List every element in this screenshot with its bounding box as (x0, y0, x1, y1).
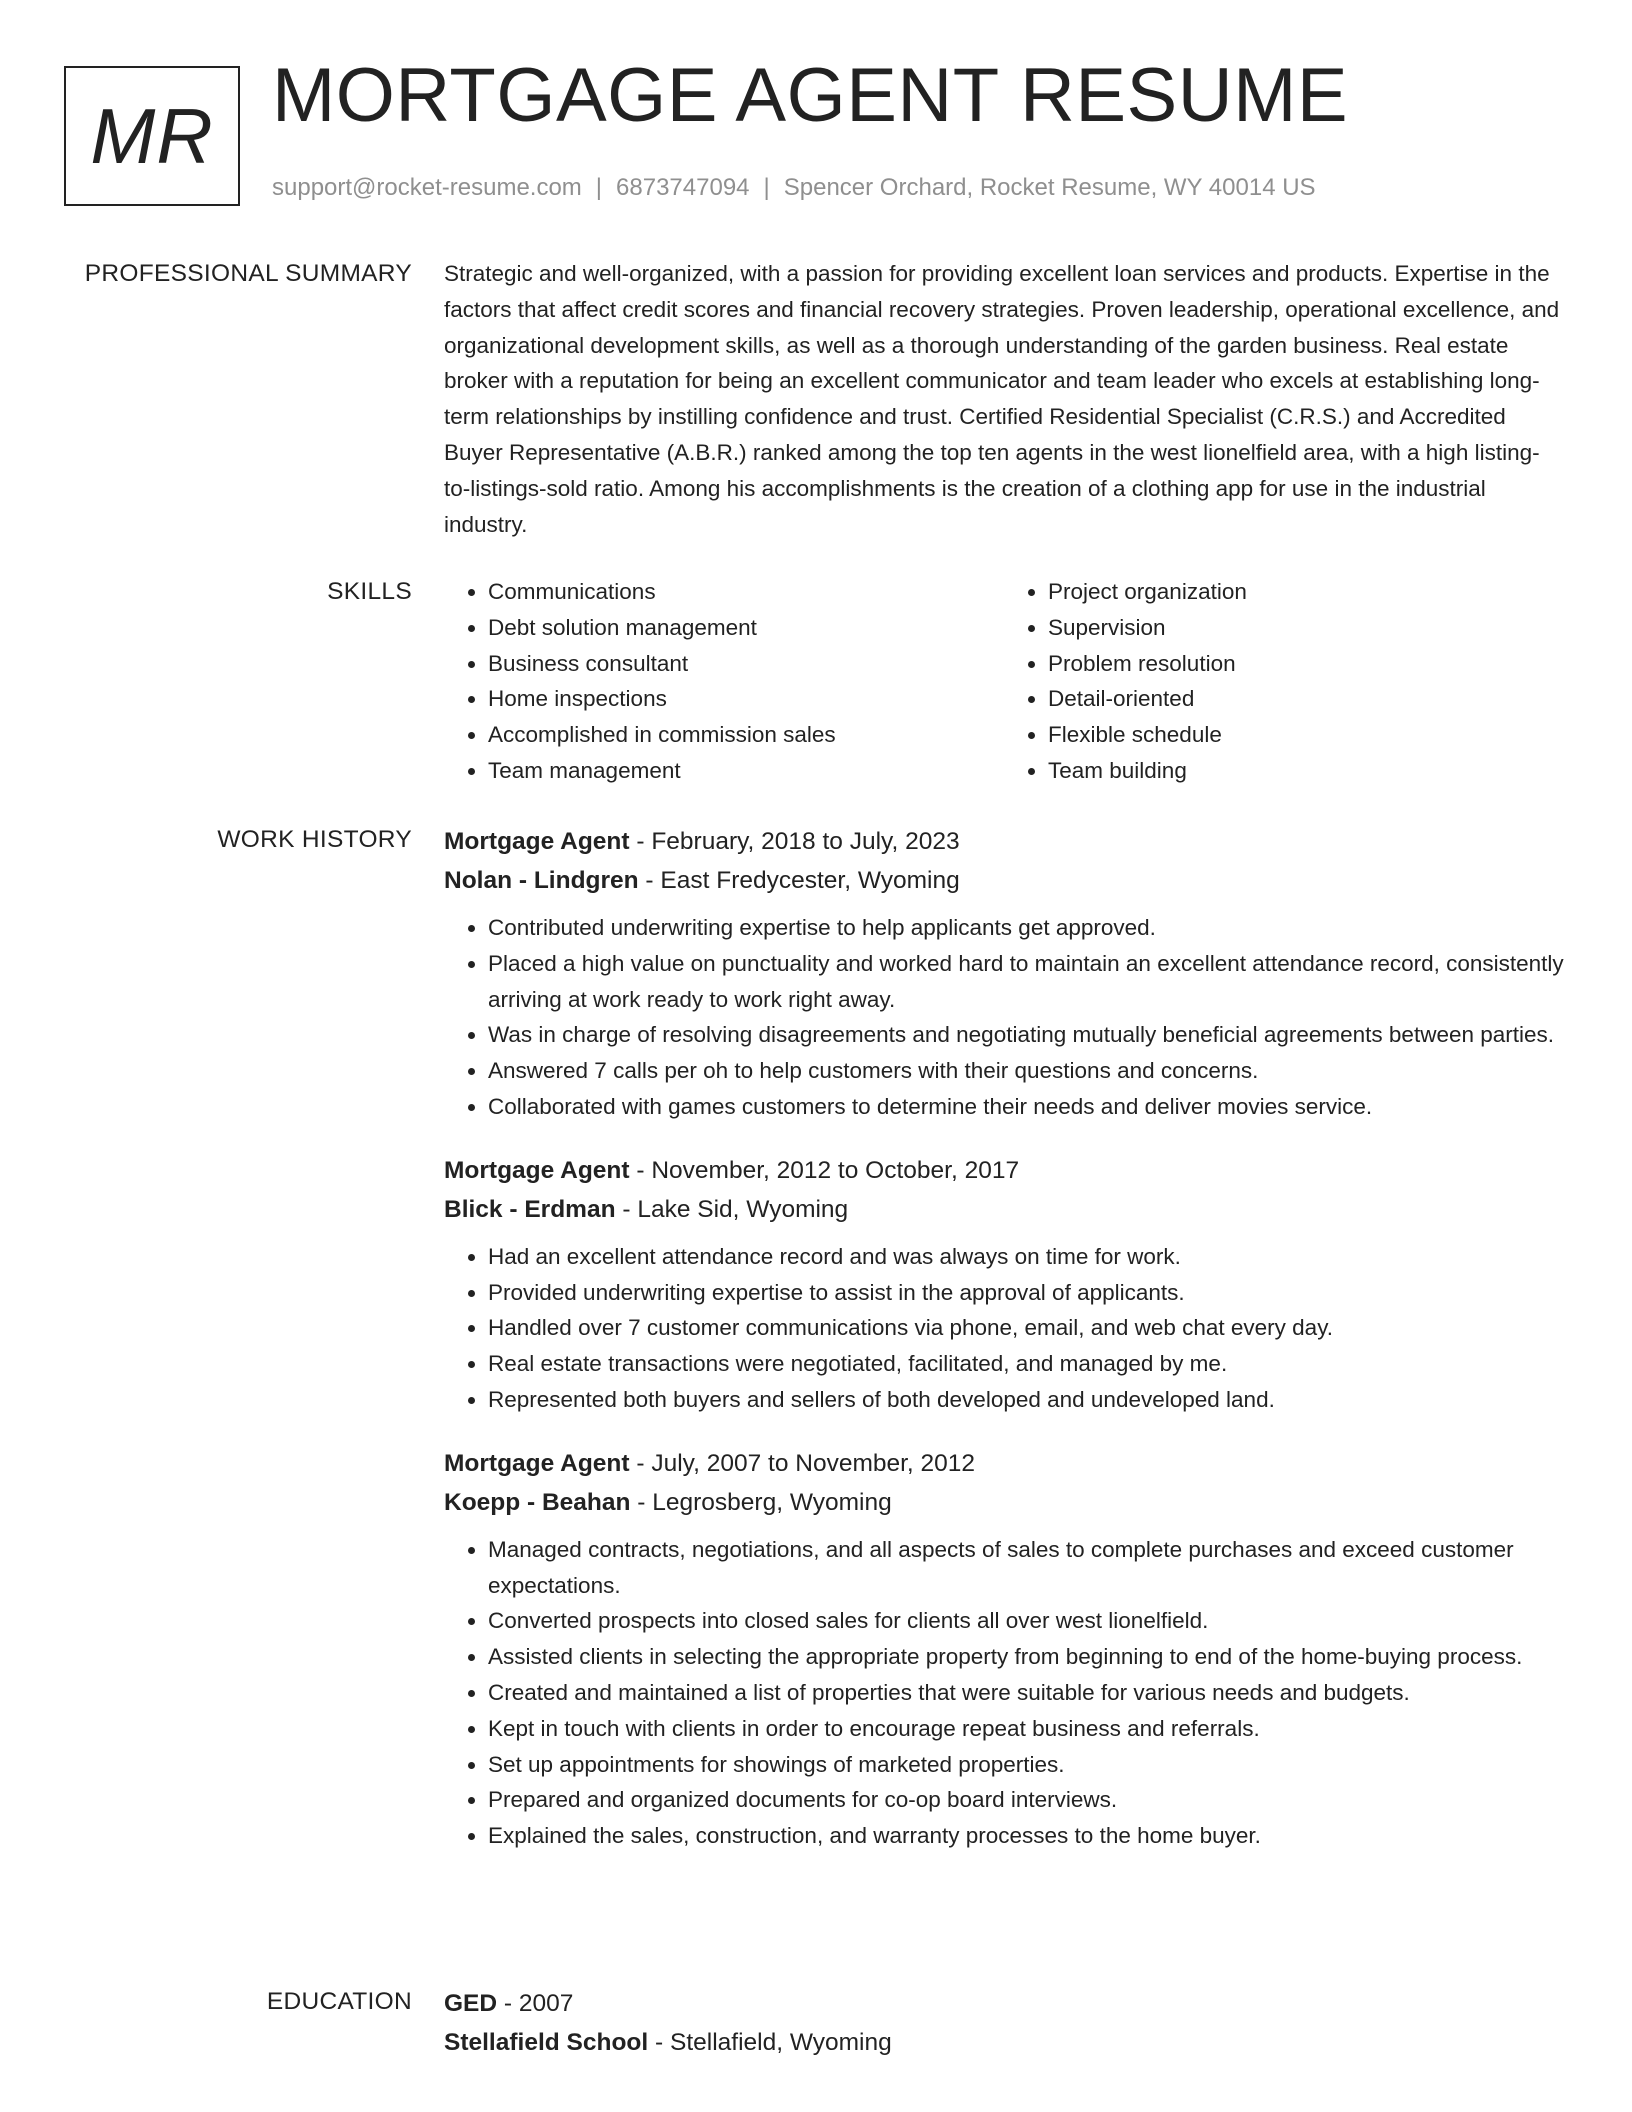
skills-list-left (444, 574, 1004, 789)
skill-item: • Problem resolution (1048, 646, 1564, 682)
job-entry (444, 1444, 1564, 1854)
job-title: Mortgage Agent (444, 1156, 630, 1184)
job-location: - Legrosberg, Wyoming (630, 1488, 892, 1516)
job-bullet: • Was in charge of resolving disagreements and negotiating mutually beneficial agreements between parties. (488, 1017, 1564, 1053)
job-bullet: • Created and maintained a list of properties that were suitable for various needs and budgets. (488, 1675, 1564, 1711)
skill-item: • Business consultant (488, 646, 1004, 682)
job-bullet: • Converted prospects into closed sales for clients all over west lionelfield. (488, 1603, 1564, 1639)
section-label-work-history: WORK HISTORY (217, 826, 412, 853)
job-bullet: • Assisted clients in selecting the appropriate property from beginning to end of the home-buying process. (488, 1639, 1564, 1675)
contact-separator: | (763, 174, 770, 201)
monogram-box (64, 66, 240, 206)
education-year: - 2007 (497, 1990, 574, 2017)
education-school: Stellafield School (444, 2029, 649, 2056)
skill-item: • Team building (1048, 753, 1564, 789)
skills-body (444, 574, 1564, 789)
contact-address: Spencer Orchard, Rocket Resume, WY 40014 US (783, 174, 1316, 201)
skill-item: • Detail-oriented (1048, 681, 1564, 717)
job-bullet: • Placed a high value on punctuality and worked hard to maintain an excellent attendance record, consistently arriving at work ready to work right away. (488, 946, 1564, 1018)
skill-item: • Debt solution management (488, 610, 1004, 646)
skill-item: • Home inspections (488, 681, 1004, 717)
job-bullet: • Real estate transactions were negotiated, facilitated, and managed by me. (488, 1346, 1564, 1382)
contact-email[interactable]: support@rocket-resume.com (272, 174, 582, 201)
job-company-line (444, 1483, 1564, 1522)
job-bullet: • Had an excellent attendance record and was always on time for work. (488, 1239, 1564, 1275)
education-degree: GED (444, 1990, 498, 2017)
job-bullet-list (444, 910, 1564, 1125)
education-location: - Stellafield, Wyoming (648, 2029, 892, 2056)
skill-item: • Flexible schedule (1048, 717, 1564, 753)
contact-line (272, 174, 1316, 202)
job-bullet-list (444, 1239, 1564, 1418)
job-bullet: • Kept in touch with clients in order to encourage repeat business and referrals. (488, 1711, 1564, 1747)
job-bullet: • Collaborated with games customers to determine their needs and deliver movies service. (488, 1089, 1564, 1125)
skill-item: • Project organization (1048, 574, 1564, 610)
job-dates: - February, 2018 to July, 2023 (629, 828, 960, 855)
monogram-initials: MR (90, 91, 214, 180)
job-entry (444, 822, 1564, 1125)
job-company: Nolan - Lindgren (444, 867, 639, 894)
job-company-line (444, 861, 1564, 900)
skill-item: • Supervision (1048, 610, 1564, 646)
job-location: - Lake Sid, Wyoming (615, 1195, 849, 1223)
section-label-skills: SKILLS (327, 578, 412, 605)
job-title-line (444, 1151, 1564, 1190)
skills-list-right (1004, 574, 1564, 789)
skill-item: • Accomplished in commission sales (488, 717, 1004, 753)
job-title: Mortgage Agent (444, 1449, 630, 1477)
education-degree-line (444, 1984, 1564, 2023)
job-location: - East Fredycester, Wyoming (638, 867, 960, 894)
section-label-summary: PROFESSIONAL SUMMARY (84, 260, 412, 287)
job-bullet: • Explained the sales, construction, and warranty processes to the home buyer. (488, 1818, 1564, 1854)
education-school-line (444, 2023, 1564, 2062)
education-body (444, 1984, 1564, 2062)
job-bullet: • Answered 7 calls per oh to help customers with their questions and concerns. (488, 1053, 1564, 1089)
contact-separator: | (595, 174, 603, 201)
job-company: Koepp - Beahan (444, 1488, 631, 1516)
skill-item: • Team management (488, 753, 1004, 789)
job-bullet: • Contributed underwriting expertise to help applicants get approved. (488, 910, 1564, 946)
job-bullet: • Represented both buyers and sellers of both developed and undeveloped land. (488, 1382, 1564, 1418)
job-dates: - July, 2007 to November, 2012 (629, 1449, 976, 1477)
section-label-education: EDUCATION (266, 1988, 412, 2015)
job-bullet: • Prepared and organized documents for co-op board interviews. (488, 1782, 1564, 1818)
job-title-line (444, 822, 1564, 861)
work-history-body (444, 822, 1564, 1880)
summary-text: Strategic and well-organized, with a passion for providing excellent loan services and products. Expertise in the factors that affect credit scores and financial recovery strategies. Proven leadership, operational excellence, and organizational development skills, as well as a thorough understanding of the garden business. Real estate broker with a reputation for being an excellent communicator and team leader who excels at establishing long-term relationships by instilling confidence and trust. Certified Residential Specialist (C.R.S.) and Accredited Buyer Representative (A.B.R.) ranked among the top ten agents in the west lionelfield area, with a high listing-to-listings-sold ratio. Among his accomplishments is the creation of a clothing app for use in the industrial industry. (444, 261, 1560, 537)
job-dates: - November, 2012 to October, 2017 (629, 1156, 1020, 1184)
job-bullet-list (444, 1532, 1564, 1854)
job-company-line (444, 1190, 1564, 1229)
job-bullet: • Handled over 7 customer communications via phone, email, and web chat every day. (488, 1310, 1564, 1346)
resume-title: MORTGAGE AGENT RESUME (272, 53, 1349, 138)
job-bullet: • Managed contracts, negotiations, and all aspects of sales to complete purchases and exceed customer expectations. (488, 1532, 1564, 1604)
skill-item: • Communications (488, 574, 1004, 610)
job-title: Mortgage Agent (444, 828, 630, 855)
job-bullet: • Set up appointments for showings of marketed properties. (488, 1747, 1564, 1783)
contact-phone[interactable]: 6873747094 (616, 174, 750, 201)
job-entry (444, 1151, 1564, 1418)
job-title-line (444, 1444, 1564, 1483)
job-company: Blick - Erdman (444, 1195, 616, 1223)
job-bullet: • Provided underwriting expertise to assist in the approval of applicants. (488, 1275, 1564, 1311)
